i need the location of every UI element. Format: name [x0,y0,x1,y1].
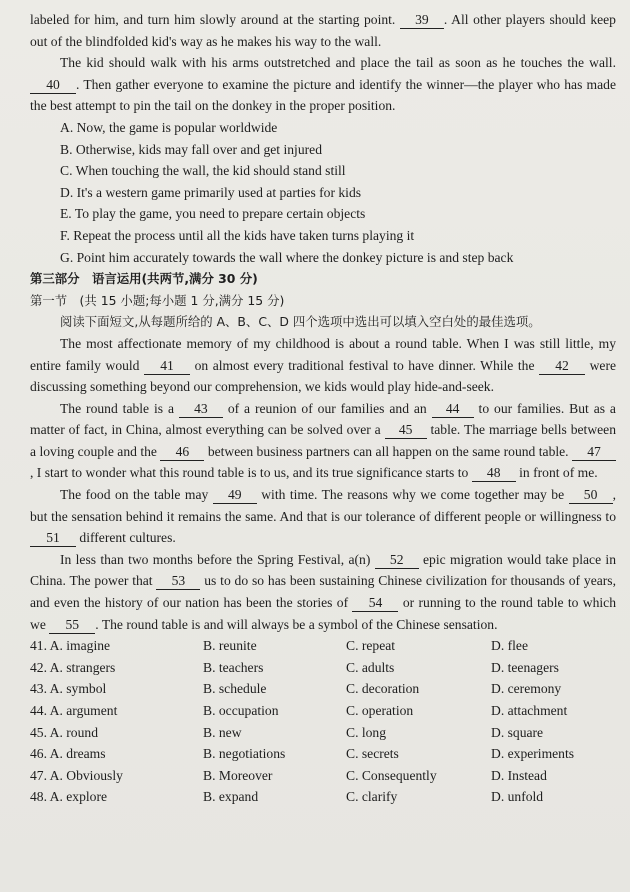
passage-paragraph: labeled for him, and turn him slowly around at the starting point. 39 . All other players should keep out of the blindfolded kid's way as he makes his way to the wall. [30,12,616,49]
question-choice-a: 41. A. imagine [30,638,111,654]
question-row [30,635,616,657]
question-choice-b: B. schedule [203,681,267,697]
question-row [30,678,616,700]
blank-44: 44 [432,401,474,418]
options-list [30,117,616,268]
cloze-paragraph: The round table is a 43 of a reunion of our families and an 44 to our families. But as a matter of fact, in China, almost everything can be solved over a 45 table. The marriage bells between a loving couple and the 46 between business partners can all happen on the same round table. 47, I start to wonder what this round table is to us, and its true significance starts to 48 in front of me. [30,400,616,481]
question-list [30,635,616,808]
blank-51: 51 [30,530,76,547]
section-subheading: 第一节 (共 15 小题;每小题 1 分,满分 15 分) [30,292,285,308]
blank-42: 42 [539,358,585,375]
question-row [30,743,616,765]
question-choice-d: D. teenagers [491,659,559,675]
question-choice-a: 44. A. argument [30,703,118,718]
question-choice-d: D. Instead [491,767,547,783]
blank-49: 49 [213,487,257,504]
option-item: A. Now, the game is popular worldwide [60,119,278,135]
blank-48: 48 [472,465,516,482]
question-choice-b: B. expand [203,789,259,805]
cloze-paragraph: The food on the table may 49 with time. The reasons why we come together may be 50 , but the sensation behind it remains the same. And that is our tolerance of different people or willingness to 51 different cultures. [30,487,616,546]
question-choice-b: B. Moreover [203,767,273,783]
blank-50: 50 [569,487,613,504]
question-row [30,786,616,808]
question-choice-c: C. operation [346,703,414,718]
question-choice-c: C. secrets [346,746,399,762]
question-row [30,765,616,787]
passage-paragraph: The kid should walk with his arms outstretched and place the tail as soon as he touches the wall. 40 . Then gather everyone to examine the picture and identify the winner—the player who has made the best attempt to pin the tail on the donkey in the proper position. [30,55,616,114]
question-choice-b: B. new [203,724,242,740]
blank-52: 52 [375,552,419,569]
cloze-paragraph: In less than two months before the Spring Festival, a(n) 52 epic migration would take place in China. The power that 53 us to do so has been sustaining Chinese civilization for thousands of years, and even the history of our nation has been the stories of 54 or running to the round table to which we 55 . The round table is and will always be a symbol of the Chinese sensation. [30,551,617,632]
option-item: B. Otherwise, kids may fall over and get injured [60,141,322,157]
question-choice-c: C. decoration [346,681,420,697]
cloze-paragraph: The most affectionate memory of my childhood is about a round table. When I was still little, my entire family would 41 on almost every traditional festival to have dinner. While the 42 were discussing something beyond our comprehension, we kids would play hide-and-seek. [30,335,617,395]
question-choice-c: C. Consequently [346,767,437,783]
option-item: F. Repeat the process until all the kids have taken turns playing it [60,227,415,243]
question-choice-d: D. square [491,724,544,740]
question-choice-d: D. attachment [491,703,568,718]
question-choice-d: D. experiments [491,746,575,762]
question-row [30,722,616,744]
question-choice-b: B. teachers [203,659,264,675]
question-choice-b: B. occupation [203,703,279,718]
question-choice-d: D. flee [491,638,528,654]
question-choice-b: B. reunite [203,638,257,654]
question-choice-a: 43. A. symbol [30,681,107,697]
option-item: C. When touching the wall, the kid should stand still [60,163,346,179]
question-choice-c: C. long [346,724,387,740]
question-choice-d: D. ceremony [491,681,562,697]
blank-39: 39 [400,12,444,29]
question-row [30,700,616,722]
question-row [30,657,616,679]
blank-55: 55 [49,617,95,634]
question-choice-a: 48. A. explore [30,789,108,805]
question-choice-a: 42. A. strangers [30,659,116,675]
question-choice-c: C. repeat [346,638,396,654]
question-choice-b: B. negotiations [203,746,286,762]
blank-41: 41 [144,358,190,375]
question-choice-a: 47. A. Obviously [30,767,123,783]
section-instruction: 阅读下面短文,从每题所给的 A、B、C、D 四个选项中选出可以填入空白处的最佳选项。 [60,314,541,330]
blank-45: 45 [385,422,427,439]
question-choice-c: C. adults [346,659,395,675]
question-choice-a: 46. A. dreams [30,746,106,762]
option-item: E. To play the game, you need to prepare certain objects [60,206,366,222]
option-item: G. Point him accurately towards the wall where the donkey picture is and step back [60,249,514,265]
question-choice-c: C. clarify [346,789,398,805]
blank-43: 43 [179,401,223,418]
blank-53: 53 [156,573,200,590]
option-item: D. It's a western game primarily used at parties for kids [60,184,362,200]
question-choice-d: D. unfold [491,789,544,805]
blank-47: 47 [572,444,616,461]
blank-40: 40 [30,77,76,94]
blank-46: 46 [160,444,204,461]
section-heading: 第三部分 语言运用(共两节,满分 30 分) [30,271,258,287]
blank-54: 54 [352,595,398,612]
question-choice-a: 45. A. round [30,724,98,740]
